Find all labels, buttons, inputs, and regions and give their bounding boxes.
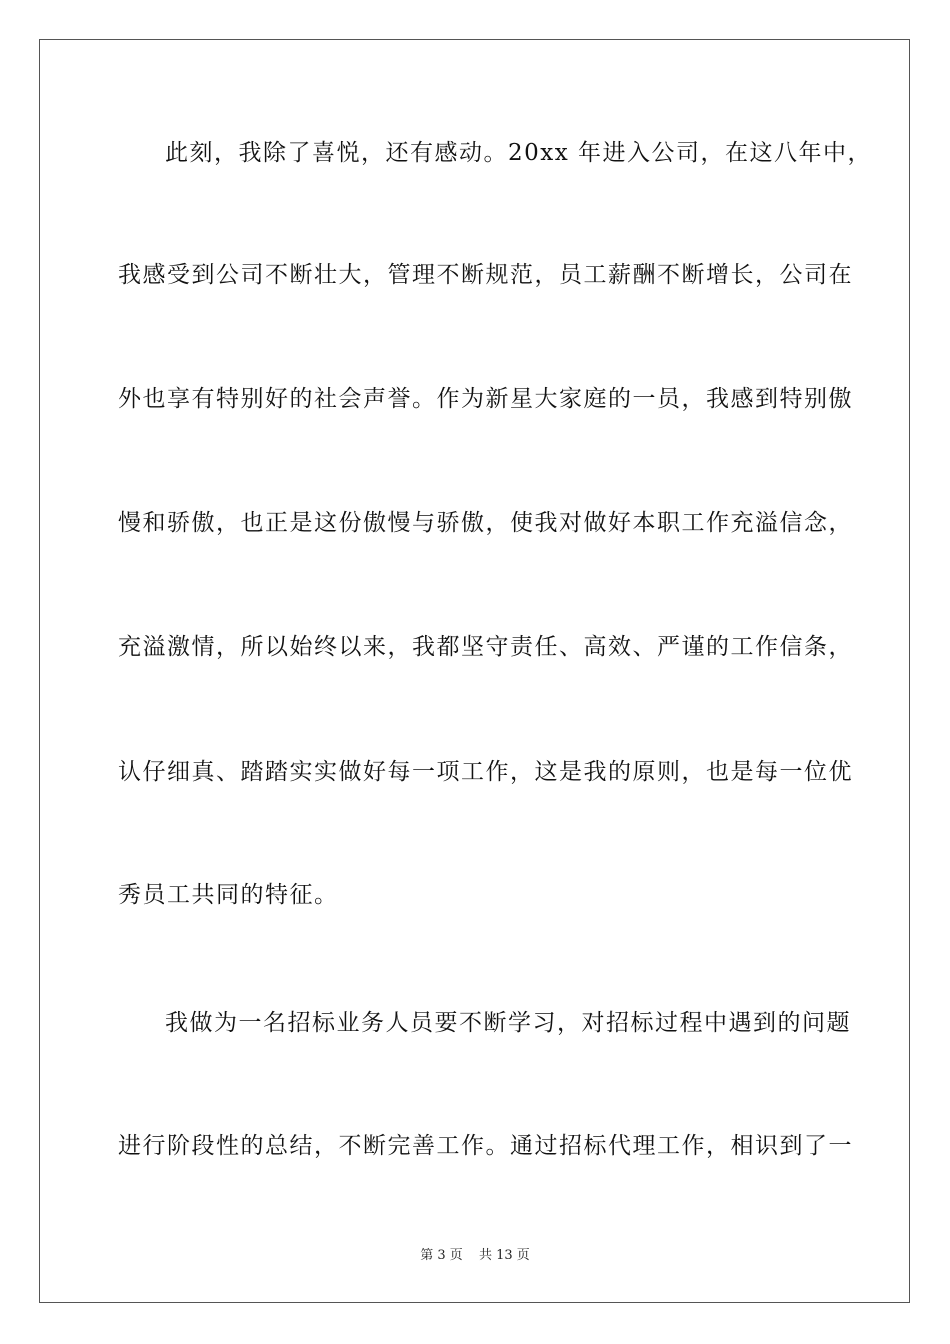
paragraph-line: 慢和骄傲，也正是这份傲慢与骄傲，使我对做好本职工作充溢信念， — [118, 510, 853, 536]
paragraph-line: 外也享有特别好的社会声誉。作为新星大家庭的一员，我感到特别傲 — [118, 386, 853, 412]
paragraph-line: 秀员工共同的特征。 — [118, 882, 339, 908]
paragraph-line: 进行阶段性的总结，不断完善工作。通过招标代理工作，相识到了一 — [118, 1133, 853, 1159]
paragraph-line: 此刻，我除了喜悦，还有感动。20xx 年进入公司，在这八年中， — [165, 140, 873, 166]
page-footer — [0, 1248, 950, 1264]
paragraph-line: 我做为一名招标业务人员要不断学习，对招标过程中遇到的问题 — [165, 1010, 851, 1036]
paragraph-line: 充溢激情，所以始终以来，我都坚守责任、高效、严谨的工作信条， — [118, 634, 853, 660]
paragraph-line: 我感受到公司不断壮大，管理不断规范，员工薪酬不断增长，公司在 — [118, 262, 853, 288]
page-number: 第 3 页 — [420, 1248, 463, 1263]
page-total: 共 13 页 — [478, 1248, 530, 1263]
paragraph-line: 认仔细真、踏踏实实做好每一项工作，这是我的原则，也是每一位优 — [118, 759, 853, 785]
page-frame — [39, 39, 910, 1303]
